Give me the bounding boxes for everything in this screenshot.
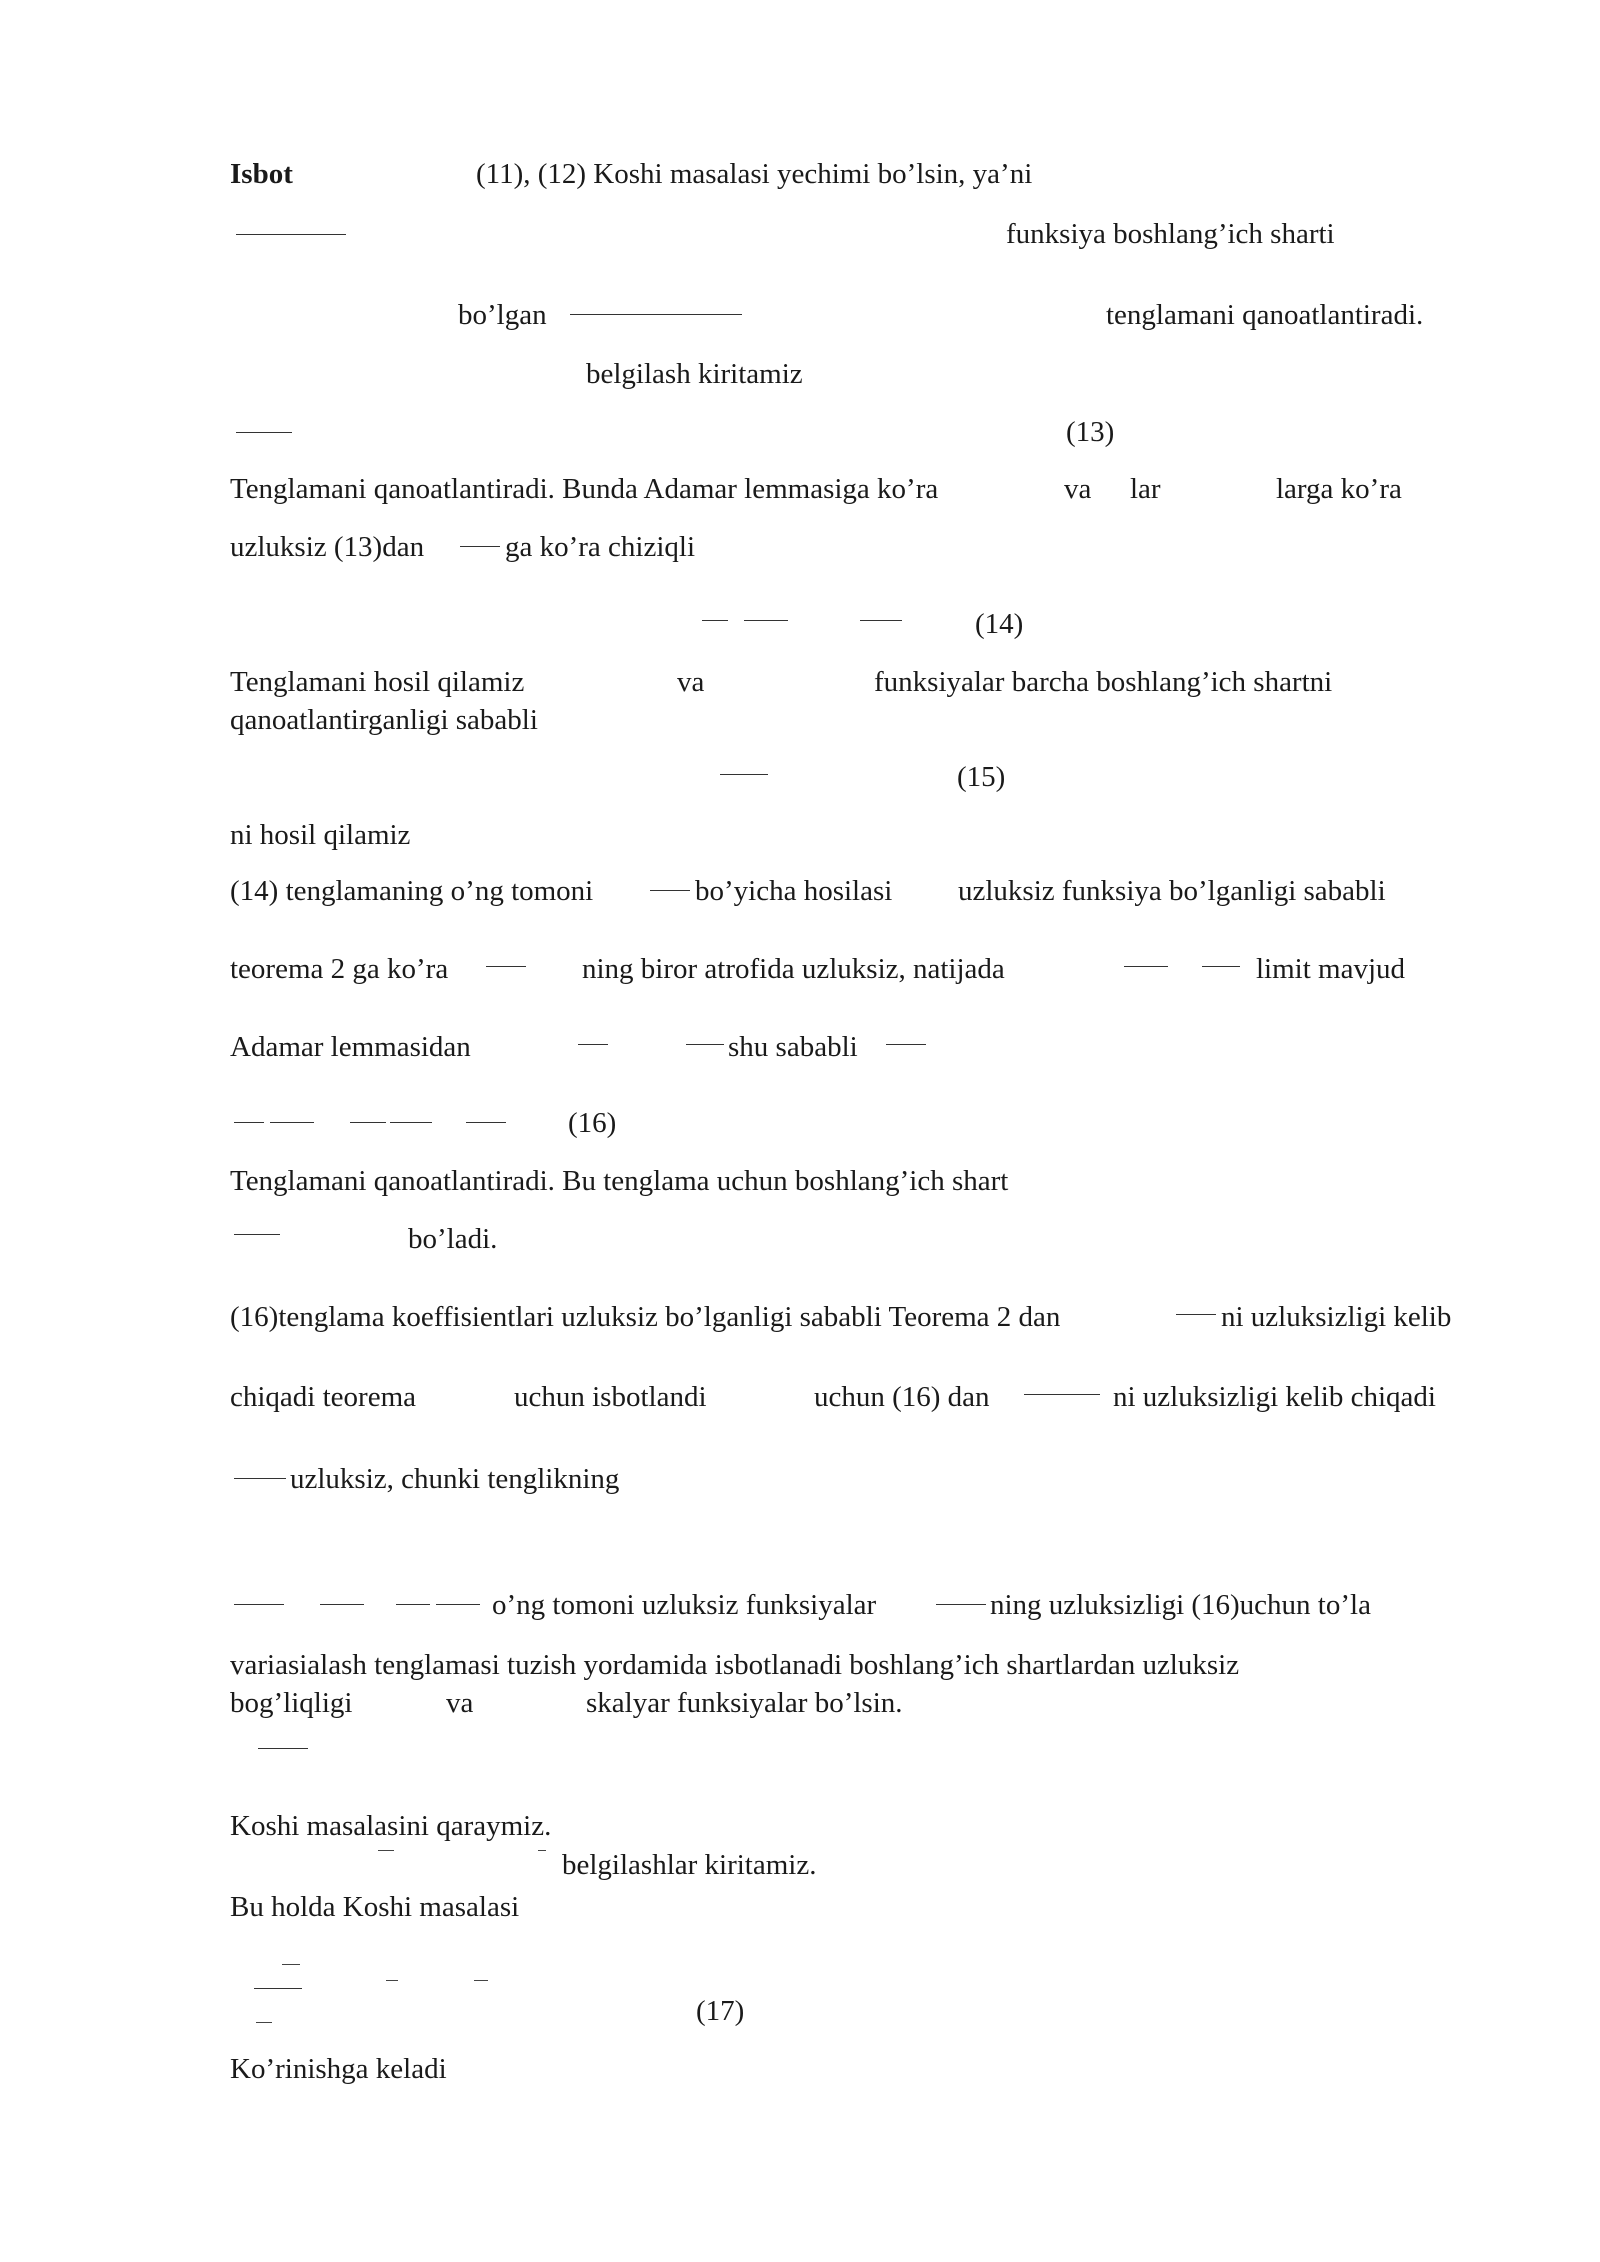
fraction-bar — [570, 314, 742, 315]
text-line-26: belgilashlar kiritamiz. — [562, 1849, 817, 1881]
equation-number-13: (13) — [1066, 416, 1115, 448]
overline-mark — [474, 1980, 488, 1981]
overline-mark — [256, 2022, 272, 2023]
text-line-1: (11), (12) Koshi masalasi yechimi bo’lsin, ya’ni — [476, 158, 1033, 190]
overline-mark — [378, 1850, 394, 1851]
text-line-10: qanoatlantirganligi sababli — [230, 704, 538, 736]
fraction-bar — [1124, 966, 1168, 967]
fraction-bar — [1202, 966, 1240, 967]
text-line-19a: (16)tenglama koeffisientlari uzluksiz bo’lganligi sababli Teorema 2 dan — [230, 1301, 1061, 1333]
text-line-20d: ni uzluksizligi kelib chiqadi — [1113, 1381, 1436, 1413]
fraction-bar — [236, 432, 292, 433]
text-line-23: variasialash tenglamasi tuzish yordamida isbotlanadi boshlang’ich shartlardan uzluksiz — [230, 1649, 1240, 1681]
text-line-7b: ga ko’ra chiziqli — [505, 531, 696, 563]
fraction-bar — [744, 620, 788, 621]
text-line-20b: uchun isbotlandi — [514, 1381, 707, 1413]
fraction-bar — [886, 1044, 926, 1045]
text-line-22b: ning uzluksizligi (16)uchun to’la — [990, 1589, 1371, 1621]
fraction-bar — [320, 1604, 364, 1605]
text-line-19b: ni uzluksizligi kelib — [1221, 1301, 1452, 1333]
fraction-bar — [234, 1478, 286, 1479]
text-line-4: belgilash kiritamiz — [586, 358, 803, 390]
overline-mark — [282, 1964, 300, 1965]
text-line-2: funksiya boshlang’ich sharti — [1006, 218, 1335, 250]
text-line-9-va: va — [677, 666, 705, 698]
text-line-6-va: va — [1064, 473, 1092, 505]
fraction-bar — [460, 546, 500, 547]
fraction-bar — [236, 234, 346, 235]
text-line-14a: teorema 2 ga ko’ra — [230, 953, 449, 985]
fraction-bar — [720, 774, 768, 775]
equation-number-16: (16) — [568, 1107, 617, 1139]
text-line-9a: Tenglamani hosil qilamiz — [230, 666, 525, 698]
fraction-bar — [234, 1604, 284, 1605]
fraction-bar — [390, 1122, 432, 1123]
fraction-bar — [650, 890, 690, 891]
fraction-bar — [936, 1604, 986, 1605]
fraction-bar — [466, 1122, 506, 1123]
fraction-bar — [686, 1044, 724, 1045]
text-line-24a: bog’liqligi — [230, 1687, 353, 1719]
proof-heading: Isbot — [230, 158, 293, 190]
text-line-12: ni hosil qilamiz — [230, 819, 411, 851]
fraction-bar — [234, 1234, 280, 1235]
fraction-bar — [258, 1748, 308, 1749]
text-line-3a: bo’lgan — [458, 299, 547, 331]
text-line-21: uzluksiz, chunki tenglikning — [290, 1463, 620, 1495]
text-line-20c: uchun (16) dan — [814, 1381, 990, 1413]
overline-mark — [538, 1850, 546, 1851]
text-line-24-va: va — [446, 1687, 474, 1719]
text-line-25: Koshi masalasini qaraymiz. — [230, 1810, 552, 1842]
text-line-13a: (14) tenglamaning o’ng tomoni — [230, 875, 594, 907]
text-line-6-lar: lar — [1130, 473, 1161, 505]
text-line-3b: tenglamani qanoatlantiradi. — [1106, 299, 1424, 331]
fraction-bar — [1024, 1394, 1100, 1395]
text-line-14b: ning biror atrofida uzluksiz, natijada — [582, 953, 1005, 985]
text-line-27: Bu holda Koshi masalasi — [230, 1891, 520, 1923]
fraction-bar — [254, 1988, 302, 1989]
overline-mark — [386, 1980, 398, 1981]
fraction-bar — [1176, 1314, 1216, 1315]
text-line-15b: shu sababli — [728, 1031, 858, 1063]
text-line-17: Tenglamani qanoatlantiradi. Bu tenglama uchun boshlang’ich shart — [230, 1165, 1009, 1197]
fraction-bar — [234, 1122, 264, 1123]
text-line-15a: Adamar lemmasidan — [230, 1031, 471, 1063]
text-line-20a: chiqadi teorema — [230, 1381, 416, 1413]
text-line-13c: uzluksiz funksiya bo’lganligi sababli — [958, 875, 1386, 907]
text-line-7a: uzluksiz (13)dan — [230, 531, 425, 563]
fraction-bar — [436, 1604, 480, 1605]
fraction-bar — [486, 966, 526, 967]
text-line-14c: limit mavjud — [1256, 953, 1406, 985]
equation-number-15: (15) — [957, 761, 1006, 793]
text-line-22a: o’ng tomoni uzluksiz funksiyalar — [492, 1589, 877, 1621]
fraction-bar — [860, 620, 902, 621]
text-line-6b: larga ko’ra — [1276, 473, 1402, 505]
text-line-18: bo’ladi. — [408, 1223, 498, 1255]
fraction-bar — [702, 620, 728, 621]
fraction-bar — [578, 1044, 608, 1045]
text-line-29: Ko’rinishga keladi — [230, 2053, 447, 2085]
fraction-bar — [270, 1122, 314, 1123]
equation-number-17: (17) — [696, 1995, 745, 2027]
equation-number-14: (14) — [975, 608, 1024, 640]
text-line-9b: funksiyalar barcha boshlang’ich shartni — [874, 666, 1333, 698]
text-line-24b: skalyar funksiyalar bo’lsin. — [586, 1687, 903, 1719]
text-line-13b: bo’yicha hosilasi — [695, 875, 893, 907]
fraction-bar — [396, 1604, 430, 1605]
text-line-6a: Tenglamani qanoatlantiradi. Bunda Adamar lemmasiga ko’ra — [230, 473, 939, 505]
fraction-bar — [350, 1122, 386, 1123]
